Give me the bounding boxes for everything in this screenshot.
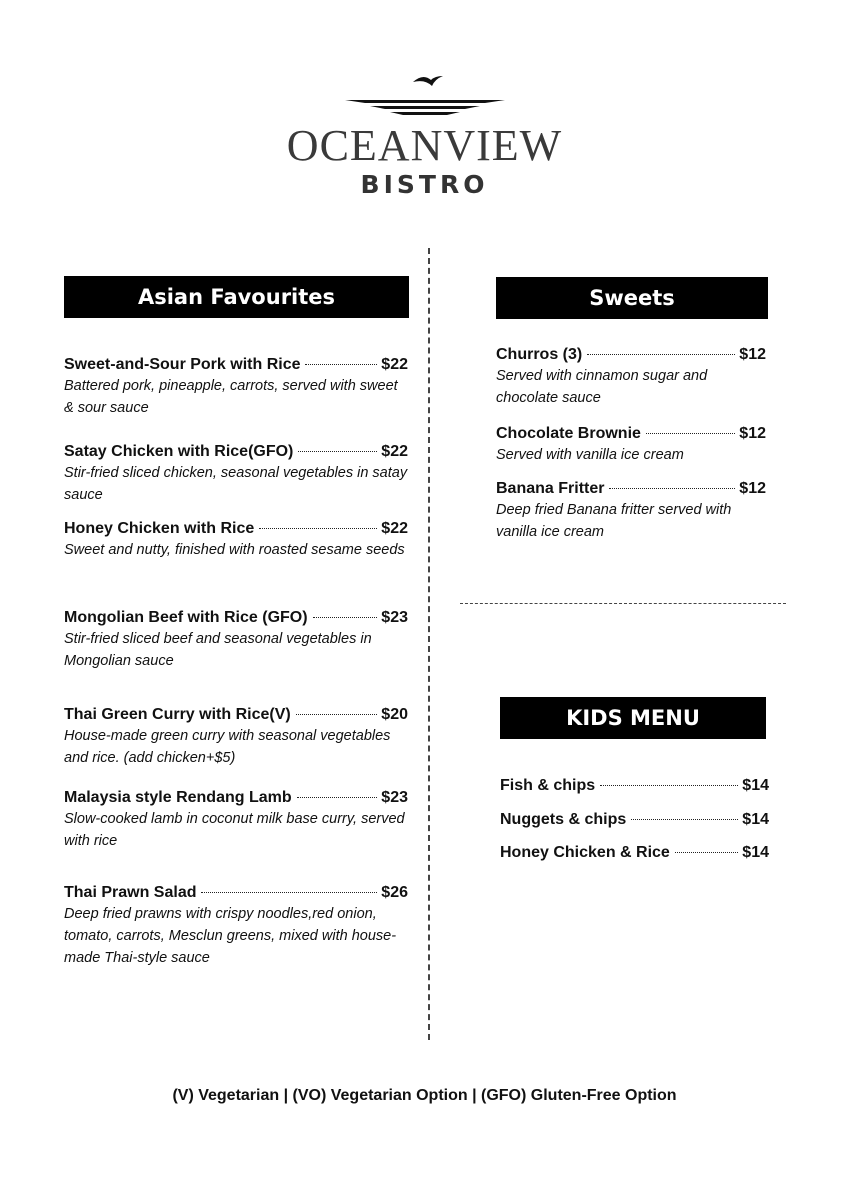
item-name: Fish & chips xyxy=(500,777,596,794)
item-description: Deep fried prawns with crispy noodles,red onion, tomato, carrots, Mesclun greens, mixed with house-made Thai-style sauce xyxy=(64,906,397,966)
item-price: $12 xyxy=(739,346,766,363)
item-name: Churros (3) xyxy=(496,346,583,363)
menu-item xyxy=(64,706,408,769)
item-price: $12 xyxy=(739,480,766,497)
dot-leader xyxy=(201,892,377,893)
item-price: $20 xyxy=(381,706,408,723)
item-description: Sweet and nutty, finished with roasted sesame seeds xyxy=(64,542,405,558)
dot-leader xyxy=(298,451,377,452)
item-description: Served with vanilla ice cream xyxy=(496,447,684,463)
dot-leader xyxy=(646,433,735,434)
dot-leader xyxy=(259,528,377,529)
dot-leader xyxy=(297,797,378,798)
dot-leader xyxy=(587,354,735,355)
menu-item xyxy=(64,884,408,969)
item-description: Stir-fried sliced beef and seasonal vegetables in Mongolian sauce xyxy=(64,631,372,669)
section-header-kids: KIDS MENU xyxy=(500,697,766,739)
menu-item xyxy=(64,609,408,672)
item-price: $14 xyxy=(742,777,769,794)
item-name: Honey Chicken with Rice xyxy=(64,520,255,537)
menu-item xyxy=(64,520,408,561)
menu-item xyxy=(500,811,769,829)
item-description: Battered pork, pineapple, carrots, served with sweet & sour sauce xyxy=(64,378,398,416)
menu-item xyxy=(64,789,408,852)
dot-leader xyxy=(675,852,738,853)
item-price: $12 xyxy=(739,425,766,442)
dot-leader xyxy=(313,617,378,618)
section-header-asian: Asian Favourites xyxy=(64,276,409,318)
item-name: Mongolian Beef with Rice (GFO) xyxy=(64,609,308,626)
item-name: Thai Prawn Salad xyxy=(64,884,197,901)
item-name: Banana Fritter xyxy=(496,480,605,497)
menu-item xyxy=(496,346,766,409)
item-price: $23 xyxy=(381,609,408,626)
item-description: Served with cinnamon sugar and chocolate sauce xyxy=(496,368,708,406)
section-divider xyxy=(460,603,786,604)
item-description: Slow-cooked lamb in coconut milk base curry, served with rice xyxy=(64,811,405,849)
dot-leader xyxy=(631,819,738,820)
item-price: $26 xyxy=(381,884,408,901)
logo xyxy=(0,70,849,200)
column-divider xyxy=(428,248,430,1040)
item-price: $14 xyxy=(742,844,769,861)
item-name: Malaysia style Rendang Lamb xyxy=(64,789,292,806)
menu-item xyxy=(500,777,769,795)
item-name: Chocolate Brownie xyxy=(496,425,641,442)
item-price: $22 xyxy=(381,443,408,460)
menu-item xyxy=(64,443,408,506)
item-name: Honey Chicken & Rice xyxy=(500,844,670,861)
brand-name: OCEANVIEW xyxy=(286,121,563,170)
item-price: $14 xyxy=(742,811,769,828)
item-description: Deep fried Banana fritter served with vanilla ice cream xyxy=(496,502,732,540)
menu-item xyxy=(496,425,766,466)
section-header-sweets: Sweets xyxy=(496,277,768,319)
item-name: Satay Chicken with Rice(GFO) xyxy=(64,443,294,460)
menu-item xyxy=(496,480,766,543)
dietary-legend: (V) Vegetarian | (VO) Vegetarian Option | (GFO) Gluten-Free Option xyxy=(172,1087,677,1104)
item-price: $23 xyxy=(381,789,408,806)
item-name: Nuggets & chips xyxy=(500,811,627,828)
seagull-ocean-icon xyxy=(335,70,515,120)
item-description: House-made green curry with seasonal vegetables and rice. (add chicken+$5) xyxy=(64,728,391,766)
item-price: $22 xyxy=(381,520,408,537)
menu-item xyxy=(64,356,408,419)
menu-item xyxy=(500,844,769,862)
item-description: Stir-fried sliced chicken, seasonal vegetables in satay sauce xyxy=(64,465,408,503)
dot-leader xyxy=(305,364,377,365)
item-price: $22 xyxy=(381,356,408,373)
dot-leader xyxy=(600,785,738,786)
item-name: Thai Green Curry with Rice(V) xyxy=(64,706,291,723)
brand-subtitle: BISTRO xyxy=(360,170,489,199)
item-name: Sweet-and-Sour Pork with Rice xyxy=(64,356,301,373)
dot-leader xyxy=(296,714,378,715)
dot-leader xyxy=(609,488,735,489)
